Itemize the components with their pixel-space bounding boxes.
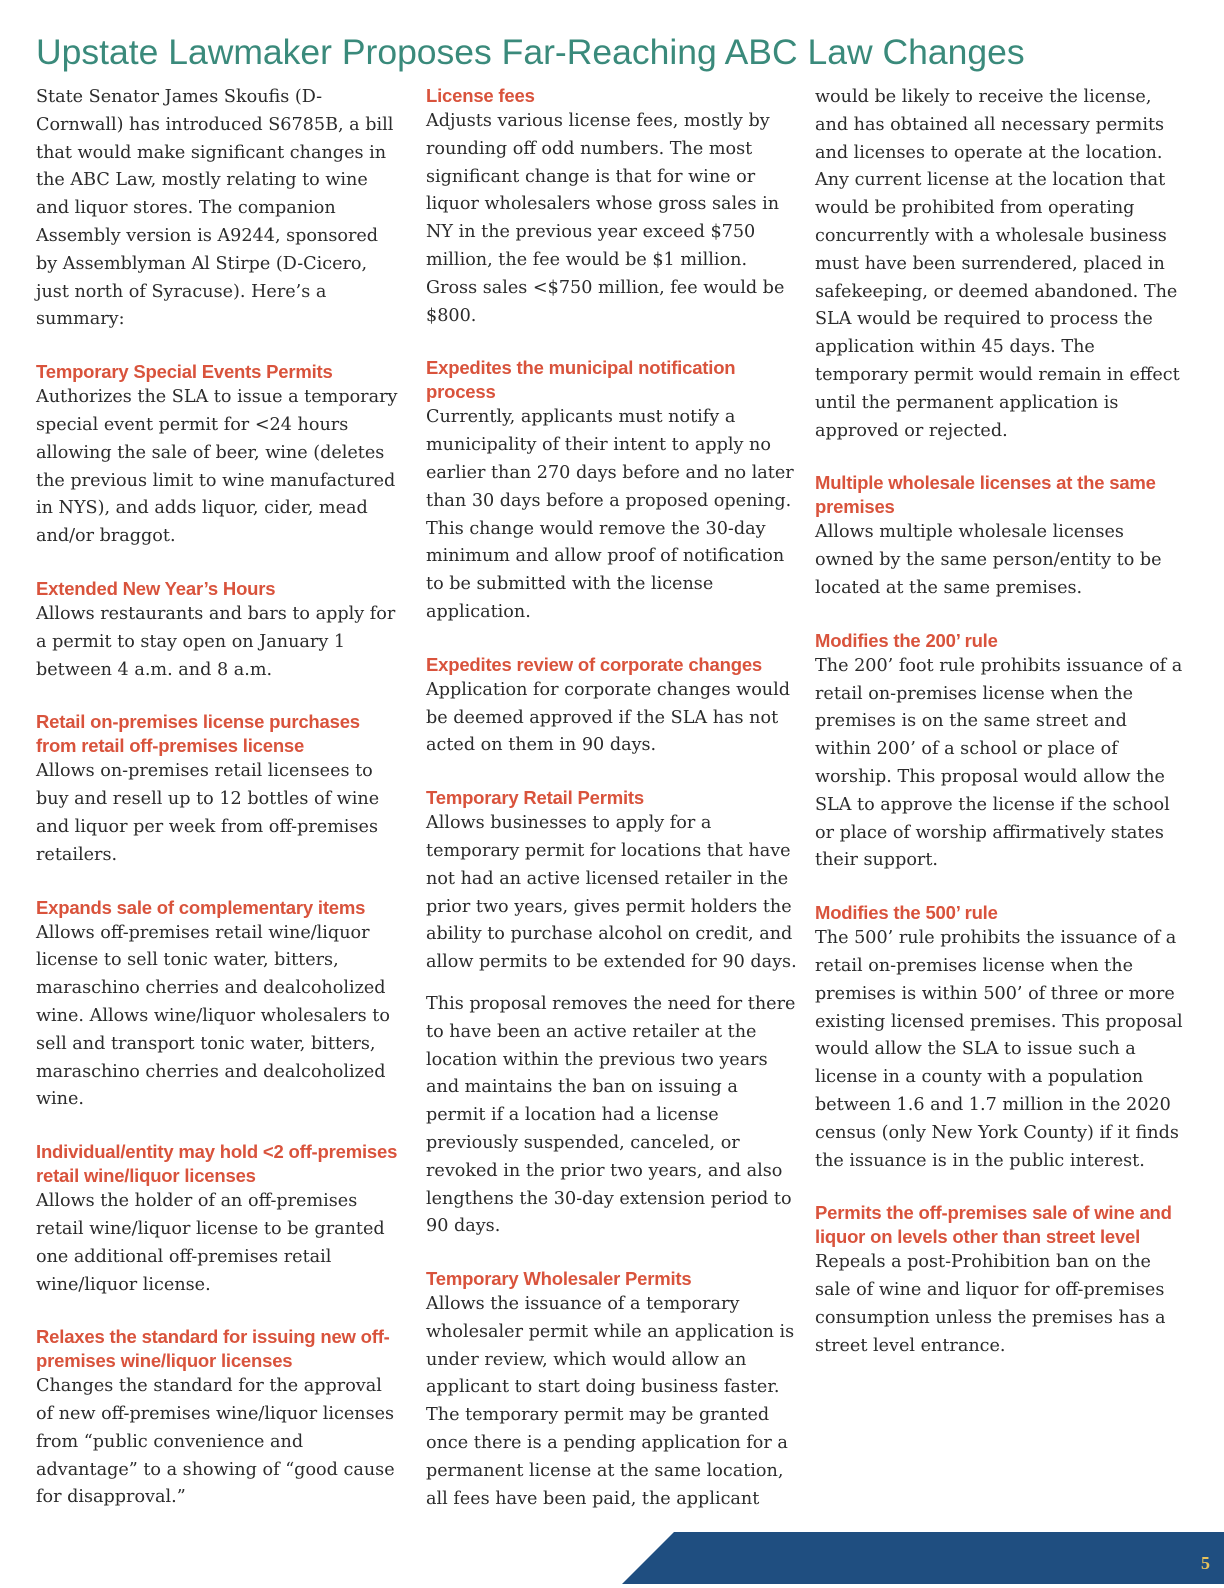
heading-municipal-notification: Expedites the municipal notification process <box>426 357 736 403</box>
heading-other-levels: Permits the off-premises sale of wine and liquor on levels other than street level <box>815 1202 1172 1248</box>
body-retail-purchases: Allows on-premises retail licensees to buy and resell up to 12 bottles of wine and liquor per week from off-premises retailers. <box>36 761 380 865</box>
heading-license-fees: License fees <box>426 85 535 106</box>
heading-multiple-wholesale: Multiple wholesale licenses at the same premises <box>815 472 1156 518</box>
body-relaxes-standard: Changes the standard for the approval of new off-premises wine/liquor licenses from “public convenience and advantage” to a showing of “good cause for disapproval.” <box>36 1376 395 1508</box>
body-temporary-retail: Allows businesses to apply for a temporary permit for locations that have not had an active licensed retailer in the prior two years, gives permit holders the ability to purchase alcohol on credit, and allow permits to be extended for 90 days. <box>426 813 797 973</box>
heading-200-rule: Modifies the 200’ rule <box>815 629 998 651</box>
column-3 <box>815 84 1187 1360</box>
intro-paragraph: State Senator James Skoufis (D-Cornwall) has introduced S6785B, a bill that would make significant changes in the ABC Law, mostly relating to wine and liquor stores. The companion Assembly version is A9244, sponsored by Assemblyman Al Stirpe (D-Cicero, just north of Syracuse). Here’s a summary: <box>36 87 394 330</box>
body-200-rule: The 200’ foot rule prohibits issuance of a retail on-premises license when the premises is on the same street and within 200’ of a school or place of worship. This proposal would allow the SLA to approve the license if the school or place of worship affirmatively states their support. <box>815 655 1183 871</box>
footer-band <box>622 1532 1224 1584</box>
heading-relaxes-standard: Relaxes the standard for issuing new off-premises wine/liquor licenses <box>36 1326 390 1372</box>
body-corporate-changes: Application for corporate changes would be deemed approved if the SLA has not acted on them in 90 days. <box>426 679 791 756</box>
heading-500-rule: Modifies the 500’ rule <box>815 902 998 924</box>
body-temporary-retail-2: This proposal removes the need for there to have been an active retailer at the location within the previous two years and maintains the ban on issuing a permit if a location had a license previously suspended, canceled, or revoked in the prior two years, and also lengthens the 30-day extension period to 90 days. <box>426 993 796 1237</box>
body-new-years-hours: Allows restaurants and bars to apply for a permit to stay open on January 1 between 4 a.m. and 8 a.m. <box>36 603 396 680</box>
heading-temporary-retail: Temporary Retail Permits <box>426 787 644 809</box>
column-2 <box>426 84 798 1513</box>
body-500-rule: The 500’ rule prohibits the issuance of a retail on-premises license when the premises is within 500’ of three or more existing licensed premises. This proposal would allow the SLA to issue such a license in a county with a population between 1.6 and 1.7 million in the 2020 census (only New York County) if it finds the issuance is in the public interest. <box>815 928 1183 1171</box>
heading-temporary-wholesaler: Temporary Wholesaler Permits <box>426 1268 692 1290</box>
body-multiple-wholesale: Allows multiple wholesale licenses owned by the same person/entity to be located at the same premises. <box>815 522 1162 598</box>
body-municipal-notification: Currently, applicants must notify a municipality of their intent to apply no earlier than 270 days before and no later than 30 days before a proposed opening. This change would remove the 30-day minimum and allow proof of notification to be submitted with the license application. <box>426 407 794 622</box>
heading-temporary-special-events: Temporary Special Events Permits <box>36 361 333 383</box>
body-other-levels: Repeals a post-Prohibition ban on the sale of wine and liquor for off-premises consumption unless the premises has a street level entrance. <box>815 1252 1166 1356</box>
body-temporary-wholesaler-continued: would be likely to receive the license, and has obtained all necessary permits and licenses to operate at the location. Any current license at the location that would be prohibited from operating concurrently with a wholesale business must have been surrendered, placed in safekeeping, or deemed abandoned. The SLA would be required to process the application within 45 days. The temporary permit would remain in effect until the permanent application is approved or rejected. <box>815 87 1180 441</box>
body-individual-entity: Allows the holder of an off-premises retail wine/liquor license to be granted one additional off-premises retail wine/liquor license. <box>36 1191 385 1295</box>
footer-band-shape <box>622 1532 1224 1584</box>
body-temporary-wholesaler: Allows the issuance of a temporary wholesaler permit while an application is under review, which would allow an applicant to start doing business faster. The temporary permit may be granted once there is a pending application for a permanent license at the same location, all fees have been paid, the applicant <box>426 1294 795 1509</box>
heading-complementary-items: Expands sale of complementary items <box>36 896 366 918</box>
body-temporary-special-events: Authorizes the SLA to issue a temporary special event permit for <24 hours allowing the sale of beer, wine (deletes the previous limit to wine manufactured in NYS), and adds liquor, cider, mead and/or braggot. <box>36 387 398 547</box>
column-1 <box>36 84 404 1512</box>
heading-new-years-hours: Extended New Year’s Hours <box>36 577 276 599</box>
heading-corporate-changes: Expedites review of corporate changes <box>426 653 762 675</box>
page-number: 5 <box>1201 1553 1210 1573</box>
page-title: Upstate Lawmaker Proposes Far-Reaching ABC Law Changes <box>36 32 1025 72</box>
heading-individual-entity: Individual/entity may hold <2 off-premises retail wine/liquor licenses <box>36 1141 398 1187</box>
body-complementary-items: Allows off-premises retail wine/liquor license to sell tonic water, bitters, maraschino cherries and dealcoholized wine. Allows wine/liquor wholesalers to sell and transport tonic water, bitters, maraschino cherries and dealcoholized wine. <box>36 922 390 1110</box>
body-license-fees: Adjusts various license fees, mostly by rounding off odd numbers. The most significant change is that for wine or liquor wholesalers whose gross sales in NY in the previous year exceed $750 million, the fee would be $1 million. Gross sales <$750 million, fee would be $800. <box>426 111 785 326</box>
heading-retail-purchases: Retail on-premises license purchases from retail off-premises license <box>36 711 360 757</box>
